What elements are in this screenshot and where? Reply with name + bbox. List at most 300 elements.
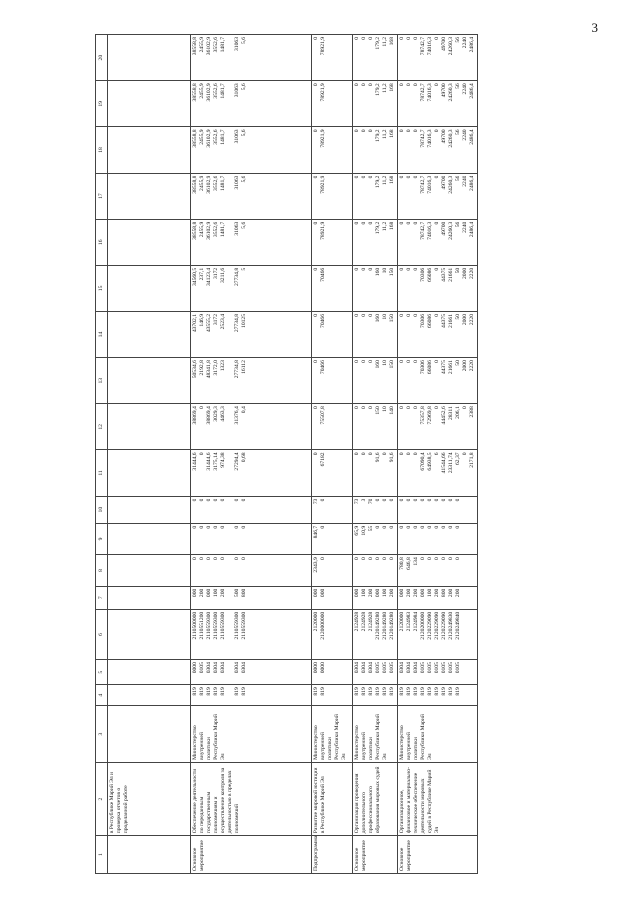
cell-value: 27734,8	[233, 360, 240, 379]
cell-value: 0105	[374, 662, 381, 674]
cell-value: 0	[398, 37, 405, 40]
cell-value: 160	[374, 360, 381, 369]
cell-value: 500	[233, 588, 240, 598]
cell-value: 0	[405, 498, 412, 502]
cell-value: 819	[426, 687, 433, 696]
column-header-12: 12	[96, 404, 108, 450]
cell-value: 179,2	[374, 129, 381, 142]
cell-value: 0	[412, 360, 419, 363]
cell-value: 160	[374, 267, 381, 277]
cell-value: 11,2	[381, 37, 388, 47]
cell-value: 70466	[319, 360, 326, 375]
cell-value: 168	[388, 129, 395, 138]
cell-value: 73	[354, 498, 360, 505]
column-header-1: 1	[96, 836, 108, 874]
cell-value: 2120249840	[454, 611, 461, 640]
cell-value: 56	[454, 221, 461, 228]
cell-value: 0	[367, 452, 374, 456]
cell-value: 70466	[319, 313, 326, 328]
cell-value: 49700	[440, 83, 447, 98]
table-cell-col-9	[108, 523, 191, 554]
table-cell-col-1: Основное мероприятие	[191, 836, 312, 874]
cell-value: 819	[205, 687, 212, 696]
cell-value: 0	[419, 525, 426, 529]
cell-value: 31063	[233, 37, 240, 51]
cell-value: 72969,8	[426, 406, 433, 425]
cell-value: 2240	[461, 175, 468, 187]
cell-value: 0105	[198, 662, 205, 674]
cell-value: 48341,8	[205, 360, 212, 379]
cell-value: 0	[433, 83, 440, 87]
cell-value	[109, 612, 116, 657]
table-cell-col-14	[397, 311, 477, 357]
table-cell-col-15	[108, 265, 191, 311]
cell-value: 0	[398, 498, 405, 502]
table-cell-col-15	[353, 265, 398, 311]
cell-value: 0	[398, 525, 405, 529]
cell-value: 27734,8	[233, 267, 240, 287]
table-cell-col-16	[108, 219, 191, 265]
cell-value: 49700	[440, 129, 447, 144]
cell-value: 31444,6	[205, 452, 212, 471]
cell-value: 24260,3	[447, 37, 454, 56]
table-cell-col-12	[312, 404, 353, 450]
table-cell-col-7	[108, 586, 191, 609]
cell-value: 0	[419, 498, 426, 502]
table-cell-col-18	[108, 127, 191, 173]
cell-value: 21661	[447, 313, 454, 328]
table-cell-col-14	[191, 311, 312, 357]
cell-value: 2110559300	[212, 611, 219, 640]
cell-value: 2110559300	[240, 611, 247, 640]
table-cell-col-8	[397, 555, 477, 586]
cell-value: 200	[367, 588, 374, 598]
cell-value: 3552,6	[212, 37, 219, 53]
cell-value	[109, 129, 116, 170]
cell-value: 70	[367, 498, 374, 505]
cell-value: 0	[198, 452, 205, 456]
table-cell-col-5	[353, 660, 398, 685]
cell-value: 0	[433, 406, 440, 410]
cell-value: 2388	[468, 406, 475, 418]
cell-value: 0	[461, 452, 468, 456]
cell-value	[109, 37, 116, 78]
cell-value: 0304	[212, 662, 219, 674]
cell-value: 0	[354, 175, 360, 179]
table-cell-col-10	[353, 496, 398, 523]
table-cell-col-10	[191, 496, 312, 523]
cell-value: 2343,9	[313, 557, 319, 573]
table-row	[312, 35, 353, 874]
cell-value: 0	[313, 83, 319, 87]
table-cell-col-8	[191, 555, 312, 586]
table-cell-col-6	[191, 609, 312, 659]
cell-value: 2455,9	[198, 175, 205, 191]
cell-value: 0	[433, 221, 440, 225]
table-cell-col-18	[191, 127, 312, 173]
cell-value: 43702,1	[192, 313, 198, 333]
cell-value: 6	[433, 452, 440, 456]
column-header-19: 19	[96, 81, 108, 127]
cell-value: 0	[354, 267, 360, 271]
cell-value: 2455,9	[198, 221, 205, 238]
cell-value: 819	[388, 687, 395, 696]
table-cell-col-14	[108, 311, 191, 357]
cell-value	[227, 37, 234, 78]
cell-value: 0	[360, 83, 367, 87]
cell-value: 23311,74	[447, 452, 454, 474]
cell-value: 0	[367, 83, 374, 87]
cell-value: 819	[433, 687, 440, 696]
cell-value: 78742,7	[419, 175, 426, 194]
cell-value: 819	[405, 687, 412, 696]
table-cell-col-7	[191, 586, 312, 609]
cell-value: 3552,6	[212, 175, 219, 191]
table-cell-col-13	[191, 358, 312, 404]
cell-value: 0	[367, 175, 374, 179]
cell-value: 73	[313, 498, 319, 505]
cell-value: 0	[367, 313, 374, 317]
cell-value: 2486,4	[468, 129, 475, 145]
cell-value: 819	[419, 687, 426, 696]
cell-value	[227, 222, 234, 263]
cell-value: 168	[388, 221, 395, 231]
table-cell-col-20	[312, 35, 353, 81]
cell-value: 2240	[461, 37, 468, 49]
cell-value: 0105	[454, 662, 461, 674]
cell-value: 0	[360, 452, 367, 456]
cell-value: 819	[233, 687, 240, 696]
cell-value: 0	[219, 498, 226, 502]
cell-value: 0	[354, 83, 360, 87]
cell-value: 0	[354, 313, 360, 317]
cell-value: 49700	[440, 37, 447, 51]
cell-value: 0	[454, 525, 461, 529]
table-cell-col-9	[191, 523, 312, 554]
cell-value	[227, 129, 234, 170]
table-cell-col-3: Министерство внутренней политики Республики Марий Эл	[191, 706, 312, 763]
table-cell-col-14	[353, 311, 398, 357]
cell-value: 3172	[212, 313, 219, 326]
table-cell-col-11	[353, 450, 398, 496]
table-cell-col-10	[397, 496, 477, 523]
cell-value: 70466	[319, 267, 326, 282]
cell-value: 0	[198, 557, 205, 561]
cell-value: 0	[433, 498, 440, 502]
cell-value: 27734,8	[233, 313, 240, 333]
cell-value: 0	[198, 525, 205, 529]
cell-value: 0	[398, 221, 405, 225]
cell-value: 10	[381, 267, 388, 274]
cell-value: 0	[192, 525, 198, 529]
cell-value: 0	[205, 498, 212, 502]
cell-value: 0	[313, 360, 319, 363]
table-cell-col-16	[191, 219, 312, 265]
table-cell-col-20	[353, 35, 398, 81]
cell-value: 0	[374, 498, 381, 502]
budget-table	[95, 34, 478, 874]
cell-value: 31063	[233, 129, 240, 144]
table-row	[191, 35, 312, 874]
cell-value: 2171,8	[468, 452, 475, 468]
cell-value: 0	[412, 83, 419, 87]
cell-value: 36102,9	[205, 129, 212, 148]
cell-value: 0	[405, 129, 412, 133]
cell-value: 49700	[440, 221, 447, 236]
cell-value	[227, 557, 234, 583]
cell-value: 0	[398, 452, 405, 456]
cell-value: 0	[360, 175, 367, 179]
cell-value: 2240	[461, 221, 468, 233]
cell-value: 44375	[440, 313, 447, 328]
cell-value: 0105	[388, 662, 395, 674]
cell-value: 168	[388, 37, 395, 46]
cell-value: 0	[412, 175, 419, 179]
cell-value: 2120249830	[447, 611, 454, 640]
cell-value: 0	[360, 221, 367, 225]
cell-value: 168	[388, 175, 395, 184]
cell-value: 974,38	[219, 452, 226, 468]
table-cell-col-6	[353, 609, 398, 659]
cell-value: 0	[447, 557, 454, 561]
table-cell-col-2: Организационное, финансовое и материально-техническое обеспечение деятельности мировых судей в Республике Марий Эл	[397, 762, 477, 835]
cell-value: 31444,6	[192, 452, 198, 471]
cell-value: 5,6	[240, 221, 247, 229]
cell-value: 0	[412, 406, 419, 410]
table-cell-col-7	[353, 586, 398, 609]
table-cell-col-15	[397, 265, 477, 311]
cell-value: 2110559300	[205, 611, 212, 640]
cell-value: 78921,9	[319, 83, 326, 102]
cell-value: 0	[313, 129, 319, 133]
cell-value: 819	[313, 687, 319, 696]
cell-value: 2220	[468, 313, 475, 326]
cell-value: 0	[433, 360, 440, 363]
cell-value: 0	[374, 525, 381, 529]
cell-value: 5,6	[240, 129, 247, 137]
cell-value: 56	[454, 37, 461, 43]
cell-value: 0	[405, 360, 412, 363]
cell-value: 0	[426, 525, 433, 529]
cell-value: 10	[381, 406, 388, 412]
cell-value: 0	[367, 557, 374, 561]
cell-value: 0	[360, 267, 367, 271]
cell-value	[109, 557, 116, 583]
cell-value: 0	[412, 267, 419, 271]
cell-value: 38558,8	[192, 37, 198, 56]
cell-value: 0	[426, 557, 433, 561]
cell-value: 000	[313, 588, 319, 598]
cell-value: 0	[313, 452, 319, 456]
cell-value: 2120000	[398, 611, 405, 632]
table-cell-col-19	[108, 81, 191, 127]
table-cell-col-14	[312, 311, 353, 357]
table-cell-col-13	[397, 358, 477, 404]
table-cell-col-19	[353, 81, 398, 127]
cell-value: 100	[212, 588, 219, 598]
cell-value: 0	[354, 406, 360, 410]
cell-value: 91,6	[388, 452, 395, 463]
table-cell-col-9	[353, 523, 398, 554]
cell-value: 0	[440, 557, 447, 561]
cell-value: 2110559300	[219, 611, 226, 640]
cell-value: 36102,9	[205, 175, 212, 194]
cell-value: 179,2	[374, 37, 381, 50]
cell-value: 0	[398, 406, 405, 410]
cell-value: 0	[374, 557, 381, 561]
cell-value: 2455,9	[198, 129, 205, 145]
cell-value	[109, 406, 116, 447]
cell-value: 74016,3	[426, 37, 433, 56]
cell-value: 24260,3	[447, 221, 454, 240]
cell-value: 2124984	[412, 611, 419, 632]
cell-value: 819	[354, 687, 360, 696]
cell-value: 0	[240, 557, 247, 561]
cell-value: 1481,7	[219, 129, 226, 145]
cell-value: 31376,4	[233, 406, 240, 425]
cell-value: 0105	[426, 662, 433, 674]
table-cell-col-3	[108, 706, 191, 763]
table-cell-col-9	[397, 523, 477, 554]
cell-value: 5,6	[240, 37, 247, 44]
cell-value: 2523,4	[219, 313, 226, 330]
cell-value: 65,9	[354, 525, 360, 536]
cell-value: 21661	[447, 360, 454, 375]
table-cell-col-19	[397, 81, 477, 127]
cell-value: 31063	[233, 83, 240, 98]
cell-value: 000	[319, 588, 326, 598]
cell-value: 200	[433, 588, 440, 598]
cell-value	[109, 452, 116, 493]
cell-value	[227, 268, 234, 309]
column-header-6: 6	[96, 609, 108, 659]
cell-value	[109, 687, 116, 703]
cell-value: 0	[192, 557, 198, 561]
table-cell-col-9	[312, 523, 353, 554]
cell-value: 0	[240, 498, 247, 502]
cell-value: 3172,0	[212, 360, 219, 376]
cell-value: 38558,8	[192, 221, 198, 240]
cell-value: 0	[461, 406, 468, 410]
cell-value: 11,2	[381, 175, 388, 186]
cell-value: 2192,8	[198, 360, 205, 376]
cell-value: 0	[433, 525, 440, 529]
cell-value: 3552,6	[212, 83, 219, 99]
cell-value: 78742,7	[419, 83, 426, 102]
table-cell-col-12	[397, 404, 477, 450]
cell-value: 0	[419, 557, 426, 561]
cell-value: 0	[381, 557, 388, 561]
cell-value: 200	[219, 588, 226, 598]
cell-value: 0	[388, 525, 395, 529]
cell-value	[109, 589, 116, 607]
column-header-5: 5	[96, 660, 108, 685]
cell-value: 36102,9	[205, 37, 212, 56]
cell-value	[109, 222, 116, 263]
cell-value: 2124928	[354, 611, 360, 632]
table-cell-col-11	[312, 450, 353, 496]
column-header-8: 8	[96, 555, 108, 586]
column-header-10: 10	[96, 496, 108, 523]
table-cell-col-20	[397, 35, 477, 81]
table-cell-col-17	[312, 173, 353, 219]
cell-value: 2220	[468, 360, 475, 372]
cell-value: 0	[319, 557, 326, 561]
cell-value	[227, 612, 234, 657]
cell-value: 50	[454, 267, 461, 274]
cell-value: 0304	[205, 662, 212, 674]
cell-value	[227, 526, 234, 552]
cell-value: 28311	[447, 406, 454, 421]
cell-value	[227, 360, 234, 401]
cell-value: 2120149280	[374, 611, 381, 640]
cell-value: 1481,7	[219, 37, 226, 53]
table-cell-col-1: Подпрограмма	[312, 836, 353, 874]
cell-value: 0	[198, 406, 205, 410]
table-cell-col-1: Основное мероприятие	[353, 836, 398, 874]
cell-value: 0	[212, 498, 219, 502]
table-cell-col-1	[108, 836, 191, 874]
cell-value: 4463,3	[219, 406, 226, 422]
cell-value	[109, 662, 116, 682]
cell-value	[227, 589, 234, 607]
cell-value: 5	[240, 267, 247, 271]
table-cell-col-5	[191, 660, 312, 685]
cell-value: 44375	[440, 267, 447, 282]
table-cell-col-16	[397, 219, 477, 265]
cell-value	[109, 314, 116, 355]
cell-value: 2120229090	[433, 611, 440, 640]
cell-value: 27294,4	[233, 452, 240, 471]
column-header-11: 11	[96, 450, 108, 496]
table-cell-col-17	[397, 173, 477, 219]
cell-value: 66086	[426, 267, 433, 282]
column-header-4: 4	[96, 685, 108, 706]
cell-value: 31063	[233, 221, 240, 236]
table-cell-col-4	[312, 685, 353, 706]
cell-value: 168	[388, 83, 395, 92]
cell-value: 0	[367, 129, 374, 133]
cell-value: 0	[412, 313, 419, 317]
cell-value: 66086	[426, 360, 433, 375]
cell-value: 0105	[447, 662, 454, 674]
cell-value: 819	[212, 687, 219, 696]
cell-value: 206,1	[454, 406, 461, 419]
table-cell-col-12	[108, 404, 191, 450]
cell-value: 0	[360, 37, 367, 40]
cell-value: 0	[212, 525, 219, 529]
cell-value: 0	[360, 557, 367, 561]
cell-value: 0	[313, 267, 319, 271]
cell-value: 819	[319, 687, 326, 696]
cell-value: 0	[412, 498, 419, 502]
cell-value: 0	[405, 37, 412, 40]
cell-value: 100	[381, 588, 388, 598]
cell-value: 0304	[219, 662, 226, 674]
cell-value	[109, 526, 116, 552]
cell-value: 2000	[461, 267, 468, 280]
table-cell-col-3: Министерство внутренней политики Республики Марий Эл	[312, 706, 353, 763]
cell-value: 0000	[192, 662, 198, 674]
cell-value: 819	[219, 687, 226, 696]
cell-value: 0	[405, 175, 412, 179]
column-header-16: 16	[96, 219, 108, 265]
cell-value: 1481,7	[219, 221, 226, 238]
cell-value: 150	[388, 267, 395, 277]
table-cell-col-5	[108, 660, 191, 685]
cell-value: 75357,8	[419, 406, 426, 425]
cell-value: 0	[205, 525, 212, 529]
